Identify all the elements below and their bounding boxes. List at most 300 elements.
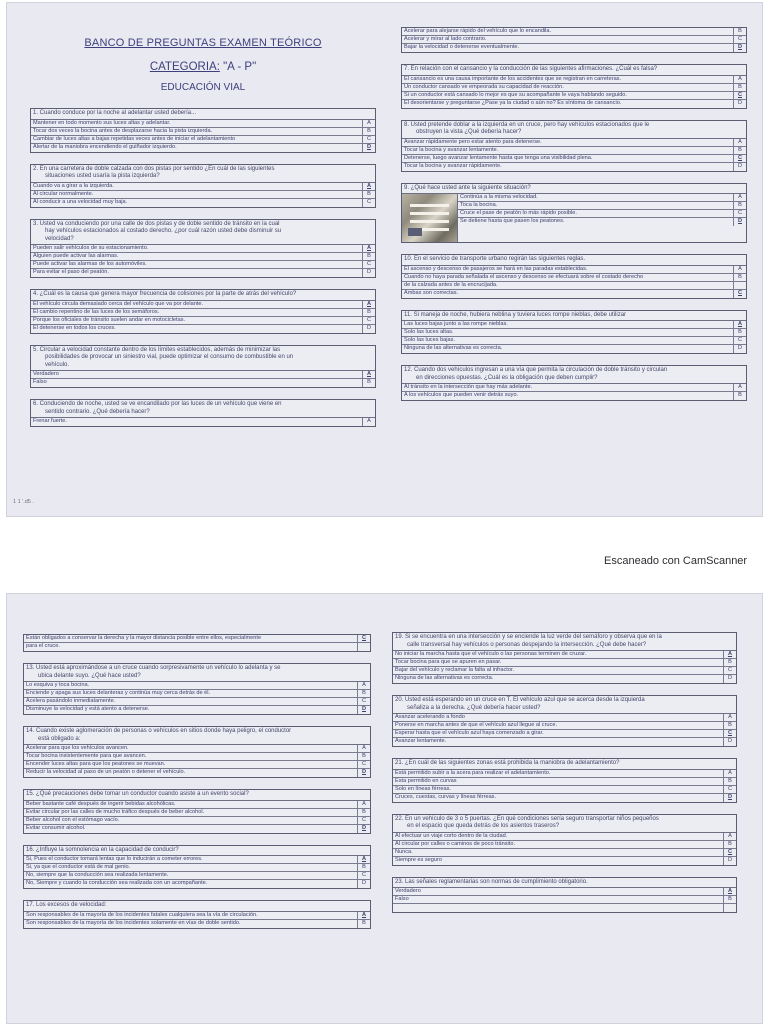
question-text: 11. Si maneja de noche, hubiera neblina y tuviera luces rompe nieblas, debe utilizar — [402, 311, 746, 322]
answer-option — [24, 825, 370, 833]
answer-text: El ascenso y descenso de pasajeros se hará en las paradas establecidas. — [404, 265, 588, 272]
question-text: 16. ¿Influye la somnolencia en la capacidad de conducir? — [24, 846, 370, 857]
answer-text: de la calzada antes de la encrucijada. — [404, 281, 498, 288]
answer-letter: B — [357, 809, 370, 816]
answer-text: Al tránsito en la intersección que hay más adelante. — [404, 384, 533, 390]
answer-option — [24, 920, 370, 928]
answer-option — [24, 880, 370, 888]
answer-letter: A — [723, 714, 736, 721]
crosswalk-stripe — [410, 212, 449, 215]
answer-text: El cansancio es una causa importante de los accidentes que se registran en carreteras. — [404, 75, 622, 82]
question-text-line: 3. Usted va conduciendo por una calle de dos pistas y de doble sentido de tránsito en la cual — [33, 220, 280, 227]
question-text-line: calle transversal hay vehículos o personas despejando la intersección. ¿Qué debe hacer? — [407, 641, 647, 648]
answer-text: Ninguna de las alternativas es correcta. — [395, 675, 494, 681]
question-block — [23, 900, 371, 929]
answer-text: Avanzar acelerando a fondo — [395, 714, 465, 720]
answer-option — [402, 266, 746, 274]
answer-option — [24, 753, 370, 761]
answer-text: Beber bastante café después de ingerir bebidas alcohólicas. — [26, 800, 176, 807]
answer-letter: A — [362, 183, 375, 190]
answer-text: Al conducir a una velocidad muy baja. — [33, 198, 128, 205]
answer-text: Solo las luces altas. — [404, 329, 454, 335]
answer-option — [402, 84, 746, 92]
answer-option — [458, 202, 746, 210]
answer-letter: D — [723, 675, 736, 683]
answer-text: Ninguna de las alternativas es correcta. — [404, 345, 503, 351]
question-text — [402, 121, 746, 139]
answer-text: Bajar la velocidad o detenerse eventualmente. — [404, 44, 520, 50]
answer-text: Beber alcohol con el estómago vacío. — [26, 816, 120, 823]
answer-option — [393, 651, 736, 659]
answer-option — [402, 92, 746, 100]
question-text — [393, 815, 736, 833]
answer-option — [31, 253, 375, 261]
question-text-line: obstruyen la vista ¿Qué debería hacer? — [416, 129, 522, 135]
question-text: 17. Los excesos de velocidad: — [24, 901, 370, 912]
answer-text: El cambio repentino de las luces de los semáforos. — [33, 308, 160, 315]
answer-letter: D — [362, 144, 375, 152]
answer-letter: C — [733, 337, 746, 344]
answer-letter: C — [362, 199, 375, 207]
answer-letter: B — [357, 864, 370, 871]
document-header — [30, 37, 376, 94]
answer-letter: C — [733, 36, 746, 43]
question-text — [31, 400, 375, 418]
answer-letter: A — [733, 139, 746, 146]
answer-option — [393, 896, 736, 904]
question-text-line: señaliza a la derecha. ¿Qué debería hacer usted? — [407, 704, 541, 711]
answer-text: Al circular por calles o caminos de poco tránsito. — [395, 840, 516, 847]
answer-letter: D — [733, 345, 746, 353]
answer-letter: C — [733, 92, 746, 99]
answer-text: Acelera pasándolo inmediatamente. — [26, 698, 116, 704]
answer-letter: A — [357, 856, 370, 863]
answer-text: Tocar la bocina y avanzar rápidamente. — [404, 162, 502, 169]
question-text-line: está obligado a: — [38, 735, 81, 742]
answer-text: Acelerar y mirar al lado contrario. — [404, 36, 487, 42]
answer-letter — [357, 643, 370, 651]
answer-option — [24, 698, 370, 706]
answer-letter: A — [362, 301, 375, 308]
answer-option — [402, 337, 746, 345]
answer-letter: A — [362, 245, 375, 252]
answer-option — [393, 714, 736, 722]
answer-option — [24, 635, 370, 643]
answer-option — [402, 345, 746, 353]
question-text — [31, 346, 375, 372]
answer-letter: A — [733, 384, 746, 391]
answer-option — [24, 864, 370, 872]
answer-letter: B — [723, 841, 736, 848]
answer-option — [402, 139, 746, 147]
question-text-line: 13. Usted está aproximándose a un cruce cuando sorpresivamente un vehículo lo adelanta y se — [26, 665, 281, 671]
answer-option — [31, 301, 375, 309]
answer-option — [31, 183, 375, 191]
question-block — [401, 27, 747, 53]
answer-letter: B — [357, 753, 370, 760]
answer-text: Tocar la bocina y avanzar lentamente. — [404, 146, 499, 153]
question-block — [30, 108, 376, 153]
question-block — [23, 726, 371, 778]
answer-text: No, Siempre y cuando la conducción sea realizada con un acompañante. — [26, 880, 208, 886]
question-text — [393, 696, 736, 714]
answer-option — [31, 317, 375, 325]
question-text-line: situaciones usted usaría la pista izquierda? — [45, 173, 160, 179]
question-text-line: 2. En una carretera de doble calzada con dos pistas por sentido ¿En cuál de las siguientes — [33, 165, 275, 172]
answer-option — [402, 76, 746, 84]
answer-option — [31, 269, 375, 277]
answer-option — [24, 682, 370, 690]
answer-option — [393, 786, 736, 794]
answer-option — [24, 872, 370, 880]
answer-option — [393, 857, 736, 865]
answer-letter: B — [733, 274, 746, 281]
question-text — [31, 165, 375, 183]
answer-letter: C — [362, 136, 375, 143]
answer-letter: A — [362, 120, 375, 127]
answer-option — [402, 163, 746, 171]
answer-text: Son responsables de la mayoría de los incidentes fatales cualquiera sea la vía de circulación. — [26, 911, 258, 918]
answer-option — [24, 801, 370, 809]
answer-text: Si, ya que el conductor está de mal genio. — [26, 864, 131, 870]
answer-option — [402, 100, 746, 108]
answer-letter: D — [357, 769, 370, 777]
answer-text: El vehículo circula demasiado cerca del vehículo que va por delante. — [33, 300, 204, 307]
answer-option — [393, 778, 736, 786]
answer-text: Están obligados a conservar la derecha y la mayor distancia posible entre ellos, especialmente — [26, 635, 262, 641]
answer-letter: D — [733, 100, 746, 108]
document-title: BANCO DE PREGUNTAS EXAMEN TEÓRICO — [84, 37, 322, 49]
question-block — [23, 789, 371, 834]
question-text-line: en el espacio que queda detrás de los asientos traseros? — [407, 823, 560, 829]
answer-text: para el cruce. — [26, 643, 60, 649]
answer-letter: B — [723, 778, 736, 785]
answer-letter: D — [362, 269, 375, 277]
answer-letter: C — [733, 210, 746, 217]
answer-letter: C — [362, 317, 375, 324]
answer-text: Evitar circular por las calles de mucho tráfico después de beber alcohol. — [26, 808, 205, 815]
answer-letter: B — [362, 191, 375, 198]
answer-option — [31, 371, 375, 379]
question-text-line: vehículo. — [45, 361, 70, 368]
answer-text: Cuando va a girar a la izquierda. — [33, 182, 114, 189]
question-text: 23. Las señales reglamentarias son normas de cumplimiento obligatorio. — [393, 878, 736, 889]
answer-letter: C — [357, 872, 370, 879]
answer-letter: C — [733, 155, 746, 162]
answer-text: Cuando no haya parada señalada el ascenso y descenso se efectuará sobre el costado derecho — [404, 273, 644, 280]
answer-option — [402, 321, 746, 329]
answer-letter: B — [733, 329, 746, 336]
answer-text: Un conductor cansado ve empeorada su capacidad de reacción. — [404, 83, 564, 90]
answer-option — [402, 44, 746, 52]
answer-option — [393, 841, 736, 849]
answer-letter: B — [357, 920, 370, 928]
answer-letter: A — [723, 888, 736, 895]
answer-letter: B — [357, 690, 370, 697]
question-text — [393, 633, 736, 651]
answer-text: Esperar hasta que el vehículo azul haya comenzado a girar. — [395, 730, 544, 736]
answer-letter: D — [357, 825, 370, 833]
answer-option — [393, 738, 736, 746]
answer-text: Acelerar para alejarse rápido del vehículo que lo encandila. — [404, 28, 552, 34]
answer-text: Evitar consumir alcohol. — [26, 824, 86, 831]
question-block — [30, 399, 376, 427]
answer-letter: A — [733, 266, 746, 273]
answer-text: Tocar bocina para que se apuren en pasar. — [395, 659, 502, 665]
answer-letter — [733, 282, 746, 289]
question-text — [31, 220, 375, 246]
answer-letter: B — [723, 896, 736, 903]
answer-option — [24, 912, 370, 920]
answer-letter: C — [357, 761, 370, 768]
answer-text: Ambas son correctas. — [404, 289, 459, 296]
subject-title: EDUCACIÓN VIAL — [160, 82, 246, 93]
answer-letter: A — [723, 770, 736, 777]
answer-option — [402, 36, 746, 44]
answer-text: Falso — [33, 379, 47, 385]
question-text-line: 5. Circular a velocidad constante dentro de los límites establecidos, además de minimizar las — [33, 346, 281, 353]
answer-text: Al efectuar un viaje corto dentro de la ciudad. — [395, 832, 508, 839]
answer-letter: C — [723, 730, 736, 737]
question-text: 10. En el servicio de transporte urbano regirán las siguientes reglas. — [402, 255, 746, 266]
question-block — [23, 845, 371, 890]
question-block — [401, 120, 747, 172]
answer-option — [393, 675, 736, 683]
question-text-line: posibilidades de provocar un siniestro vial, puede optimizar el consumo de combustible en un — [45, 354, 294, 360]
answer-option — [24, 769, 370, 777]
answer-text: Frenar fuerte. — [33, 418, 67, 424]
answer-option — [393, 904, 736, 912]
answer-letter: D — [733, 44, 746, 52]
answer-text: Alertar de la maniobra encendiendo el guiñador izquierdo. — [33, 143, 177, 150]
answer-text: Lo esquiva y toca bocina. — [26, 682, 90, 688]
question-text-line: 20. Usted está esperando en un cruce en T. El vehículo azul que se acerca desde la izquierda — [395, 697, 645, 703]
question-block — [30, 289, 376, 334]
answer-text: Reducir la velocidad al paso de un peatón o detener el vehículo. — [26, 769, 186, 775]
answer-option — [31, 379, 375, 387]
answer-letter: D — [362, 325, 375, 333]
answer-option — [402, 392, 746, 400]
answer-text: Disminuye la velocidad y está atento a detenerse. — [26, 706, 150, 712]
answer-letter: D — [723, 794, 736, 802]
question-block — [392, 632, 737, 684]
question-block — [392, 758, 737, 803]
answer-letter: B — [733, 28, 746, 35]
answer-letter: B — [733, 392, 746, 400]
answer-option — [31, 191, 375, 199]
answer-letter: B — [733, 202, 746, 209]
answer-text: Solo las luces bajas. — [404, 337, 455, 343]
answer-letter: D — [723, 857, 736, 865]
question-text: 4. ¿Cuál es la causa que genera mayor frecuencia de colisiones por la parte de atrás del vehículo? — [31, 290, 375, 301]
question-text: 9. ¿Qué hace usted ante la siguiente situación? — [402, 184, 746, 195]
answer-text: Detenerse, luego avanzar lentamente hasta que tenga una visibilidad plena. — [404, 154, 593, 161]
answer-text: Continúa a la misma velocidad. — [460, 194, 538, 200]
answer-text: Encender luces altas para que los peatones se muevan. — [26, 761, 166, 767]
scanned-page-1 — [6, 2, 763, 517]
answer-text: Nunca. — [395, 848, 413, 855]
question-block — [401, 310, 747, 355]
answer-letter: A — [357, 745, 370, 752]
answer-option — [402, 384, 746, 392]
answer-letter: C — [357, 635, 370, 642]
answer-text: Puede activar las alarmas de los automóviles. — [33, 261, 147, 267]
answer-letter: B — [362, 309, 375, 316]
answer-letter: B — [362, 253, 375, 260]
answer-letter: A — [733, 76, 746, 83]
question-with-image — [402, 194, 746, 242]
answer-option — [31, 261, 375, 269]
answer-option — [31, 325, 375, 333]
answer-option — [24, 761, 370, 769]
answer-option — [393, 722, 736, 730]
answer-option — [24, 809, 370, 817]
category-label: CATEGORIA: — [149, 61, 220, 73]
answer-option — [24, 706, 370, 714]
answer-option — [393, 770, 736, 778]
answer-letter: C — [357, 698, 370, 705]
answer-option — [31, 136, 375, 144]
answer-letter: B — [723, 722, 736, 729]
answer-letter: C — [357, 817, 370, 824]
question-block — [30, 345, 376, 389]
answer-option — [31, 120, 375, 128]
question-text-line: en direcciones opuestas. ¿Cuál es la obligación que deben cumplir? — [416, 374, 598, 381]
question-text: 7. En relación con el cansancio y la conducción de las siguientes afirmaciones. ¿Cuál es falsa? — [402, 65, 746, 76]
question-block — [401, 64, 747, 109]
answer-text: Verdadero — [395, 888, 421, 894]
answer-text — [393, 904, 723, 912]
answer-option — [393, 730, 736, 738]
answer-text: Cruce el pase de peatón lo más rápido posible. — [460, 210, 577, 216]
answer-option — [402, 147, 746, 155]
answer-text: Al circular normalmente. — [33, 190, 94, 197]
question-text-line: ubica delante suyo. ¿Qué hace usted? — [38, 672, 141, 679]
answer-text: Siempre es seguro — [395, 856, 442, 863]
answer-text: Para evitar el paso del peatón. — [33, 269, 109, 275]
category-value: "A - P" — [219, 61, 257, 73]
question-text-line: 14. Cuando existe aglomeración de personas o vehículos en sitios donde haya peligro, el conductor — [26, 728, 292, 734]
answer-option — [31, 309, 375, 317]
answer-option — [402, 282, 746, 290]
answer-option — [402, 274, 746, 282]
answer-text: Son responsables de la mayoría de los incidentes solamente en vías de doble sentido. — [26, 919, 241, 926]
options-list — [458, 194, 746, 242]
answer-option — [393, 849, 736, 857]
crosswalk-stripe — [410, 220, 449, 223]
answer-letter: C — [723, 786, 736, 793]
crosswalk-photo — [402, 194, 458, 242]
answer-letter: A — [362, 418, 375, 426]
answer-option — [402, 28, 746, 36]
answer-text: Tocar bocina insistentemente para que avancen. — [26, 753, 147, 759]
answer-letter: C — [723, 667, 736, 674]
answer-text: No, siempre que la conducción sea realizada lentamente. — [26, 872, 169, 878]
answer-option — [393, 833, 736, 841]
answer-letter — [723, 904, 736, 912]
car-shape — [408, 228, 422, 236]
answer-option — [24, 643, 370, 651]
answer-option — [458, 218, 746, 226]
answer-text: Solo en líneas férreas. — [395, 785, 451, 792]
answer-letter: D — [733, 218, 746, 226]
answer-option — [31, 144, 375, 152]
answer-letter: B — [362, 128, 375, 135]
answer-text: Ponerse en marcha antes de que el vehículo azul llegue al cruce. — [395, 722, 558, 728]
answer-text: Porque los oficiales de tránsito suelen andar en motocicletas. — [33, 316, 186, 323]
answer-option — [24, 690, 370, 698]
answer-text: Acelerar para que los vehículos avancen. — [26, 745, 129, 751]
answer-letter: A — [362, 371, 375, 378]
answer-text: A los vehículos que pueden venir detrás suyo. — [404, 392, 519, 398]
answer-letter: D — [357, 706, 370, 714]
answer-letter: A — [723, 833, 736, 840]
question-block — [392, 695, 737, 747]
answer-option — [402, 155, 746, 163]
camscanner-watermark: Escaneado con CamScanner — [604, 555, 748, 567]
answer-option — [31, 418, 375, 426]
answer-text: Avanzar lentamente. — [395, 738, 447, 744]
answer-text: Enciende y apaga sus luces delanteras y continúa muy cerca detrás de él. — [26, 690, 211, 696]
answer-option — [402, 290, 746, 298]
answer-text: Cambiar de luces altas a bajas repetidas veces antes de iniciar el adelantamiento — [33, 135, 236, 142]
answer-text: Toca la bocina. — [460, 202, 498, 208]
answer-letter: D — [733, 163, 746, 171]
question-block — [392, 814, 737, 866]
answer-text: Tocar dos veces la bocina antes de desplazarse hacia la pista izquierda. — [33, 127, 213, 134]
question-text-line: 8. Usted pretende doblar a la izquierda en un cruce, pero hay vehículos estacionados que le — [404, 121, 650, 128]
question-text: 1. Cuando conduce por la noche al adelantar usted debería... — [31, 109, 375, 120]
question-text — [402, 366, 746, 384]
answer-text: Avanzar rápidamente pero estar atento para detenerse. — [404, 138, 542, 145]
answer-text: Bajar del vehículo y reclamar la falta al infractor. — [395, 667, 515, 673]
answer-option — [393, 888, 736, 896]
question-block — [23, 634, 371, 652]
answer-option — [458, 194, 746, 202]
answer-option — [24, 817, 370, 825]
question-block — [30, 219, 376, 279]
answer-text: El detenerse en todos los cruces. — [33, 324, 116, 331]
answer-option — [31, 128, 375, 136]
question-text — [24, 727, 370, 745]
question-text-line: hay vehículos estacionados al costado derecho. ¿por cuál razón usted debe disminuir su — [45, 228, 282, 234]
page-footnote: 1 1 '.d5 . — [13, 499, 34, 505]
answer-text: Pueden salir vehículos de su estacionamiento. — [33, 245, 149, 251]
answer-text: Se detiene hasta que pasen los peatones. — [460, 218, 565, 224]
page2-left-column — [23, 634, 371, 940]
answer-option — [24, 856, 370, 864]
question-text: 21. ¿En cuál de las siguientes zonas está prohibida la maniobra de adelantamiento? — [393, 759, 736, 770]
answer-text: Está permitido subir a la acera para realizar el adelantamiento. — [395, 769, 551, 776]
page1-left-column — [30, 37, 376, 438]
answer-text: No iniciar la marcha hasta que el vehículo o las personas terminen de cruzar. — [395, 651, 587, 657]
answer-letter: C — [362, 261, 375, 268]
answer-letter: A — [723, 651, 736, 658]
answer-letter: C — [723, 849, 736, 856]
page1-right-column — [401, 27, 747, 412]
page2-right-column — [392, 632, 737, 924]
answer-letter: A — [733, 321, 746, 328]
question-block — [401, 365, 747, 401]
question-text-line: velocidad? — [45, 235, 74, 242]
answer-letter: A — [357, 682, 370, 689]
answer-text: Alguien puede activar las alarmas. — [33, 253, 119, 259]
question-text-line: 6. Conduciendo de noche, usted se ve encandilado por las luces de un vehículo que viene en — [33, 401, 282, 407]
answer-letter: A — [733, 194, 746, 201]
answer-text: Verdadero — [33, 371, 59, 377]
answer-letter: A — [357, 801, 370, 808]
answer-option — [402, 329, 746, 337]
